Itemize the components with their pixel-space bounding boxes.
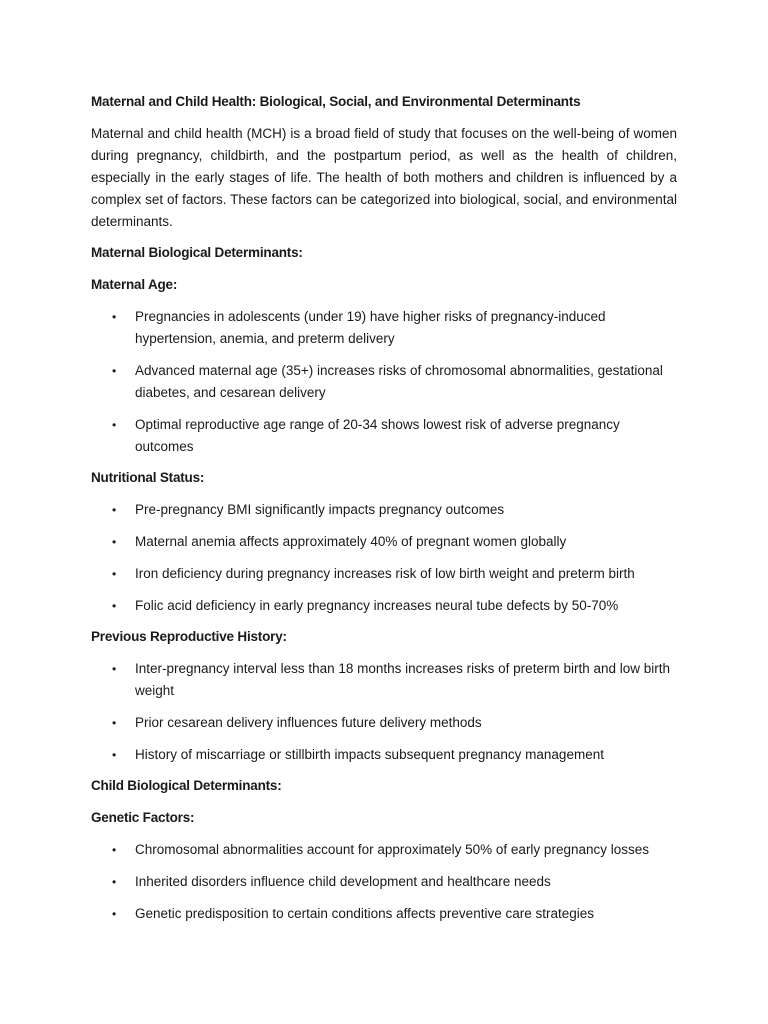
list-item-text: Inherited disorders influence child development and healthcare needs xyxy=(135,874,551,889)
heading-genetic-factors: Genetic Factors: xyxy=(91,810,195,825)
intro-paragraph: Maternal and child health (MCH) is a broad field of study that focuses on the well-being of women during pregnancy, childbirth, and the postpartum period, as well as the health of children, especially in the early stages of life. The health of both mothers and children is influenced by a complex set of factors. These factors can be categorized into biological, social, and environmental determinants. xyxy=(91,126,677,229)
list-item xyxy=(91,563,677,585)
list-item xyxy=(91,903,677,925)
list-item-text: Genetic predisposition to certain conditions affects preventive care strategies xyxy=(135,906,594,921)
list-item-text: Pre-pregnancy BMI significantly impacts pregnancy outcomes xyxy=(135,502,505,517)
heading-reproductive-history: Previous Reproductive History: xyxy=(91,629,287,644)
heading-child-biological: Child Biological Determinants: xyxy=(91,778,282,793)
heading-maternal-age: Maternal Age: xyxy=(91,277,178,292)
list-item xyxy=(91,712,677,734)
list-item-text: Folic acid deficiency in early pregnancy increases neural tube defects by 50-70% xyxy=(135,598,619,613)
bullet-icon: • xyxy=(112,748,117,762)
list-item-text: Optimal reproductive age range of 20-34 shows lowest risk of adverse pregnancy outcomes xyxy=(135,417,620,454)
list-item xyxy=(91,871,677,893)
list-item xyxy=(91,531,677,553)
list-item xyxy=(91,744,677,766)
bullet-icon: • xyxy=(112,310,117,324)
bullet-icon: • xyxy=(112,875,117,889)
heading-nutritional-status: Nutritional Status: xyxy=(91,470,205,485)
genetic-factors-list xyxy=(91,839,677,925)
list-item-text: Maternal anemia affects approximately 40% of pregnant women globally xyxy=(135,534,567,549)
bullet-icon: • xyxy=(112,716,117,730)
list-item-text: Chromosomal abnormalities account for approximately 50% of early pregnancy losses xyxy=(135,842,649,857)
document-title: Maternal and Child Health: Biological, Social, and Environmental Determinants xyxy=(91,94,581,109)
document-body xyxy=(91,92,677,934)
bullet-icon: • xyxy=(112,907,117,921)
list-item xyxy=(91,414,677,458)
list-item xyxy=(91,306,677,350)
maternal-age-list xyxy=(91,306,677,458)
bullet-icon: • xyxy=(112,364,117,378)
bullet-icon: • xyxy=(112,503,117,517)
bullet-icon: • xyxy=(112,599,117,613)
list-item-text: Iron deficiency during pregnancy increases risk of low birth weight and preterm birth xyxy=(135,566,635,581)
list-item-text: Prior cesarean delivery influences future delivery methods xyxy=(135,715,482,730)
reproductive-history-list xyxy=(91,658,677,766)
list-item xyxy=(91,839,677,861)
bullet-icon: • xyxy=(112,418,117,432)
nutritional-status-list xyxy=(91,499,677,617)
list-item-text: Pregnancies in adolescents (under 19) have higher risks of pregnancy-induced hypertension, anemia, and preterm delivery xyxy=(135,309,606,346)
bullet-icon: • xyxy=(112,662,117,676)
list-item-text: Advanced maternal age (35+) increases risks of chromosomal abnormalities, gestational diabetes, and cesarean delivery xyxy=(135,363,663,400)
bullet-icon: • xyxy=(112,843,117,857)
list-item-text: History of miscarriage or stillbirth impacts subsequent pregnancy management xyxy=(135,747,604,762)
list-item xyxy=(91,360,677,404)
list-item-text: Inter-pregnancy interval less than 18 months increases risks of preterm birth and low birth weight xyxy=(135,661,670,698)
list-item xyxy=(91,499,677,521)
bullet-icon: • xyxy=(112,535,117,549)
list-item xyxy=(91,595,677,617)
list-item xyxy=(91,658,677,702)
heading-maternal-biological: Maternal Biological Determinants: xyxy=(91,245,303,260)
bullet-icon: • xyxy=(112,567,117,581)
